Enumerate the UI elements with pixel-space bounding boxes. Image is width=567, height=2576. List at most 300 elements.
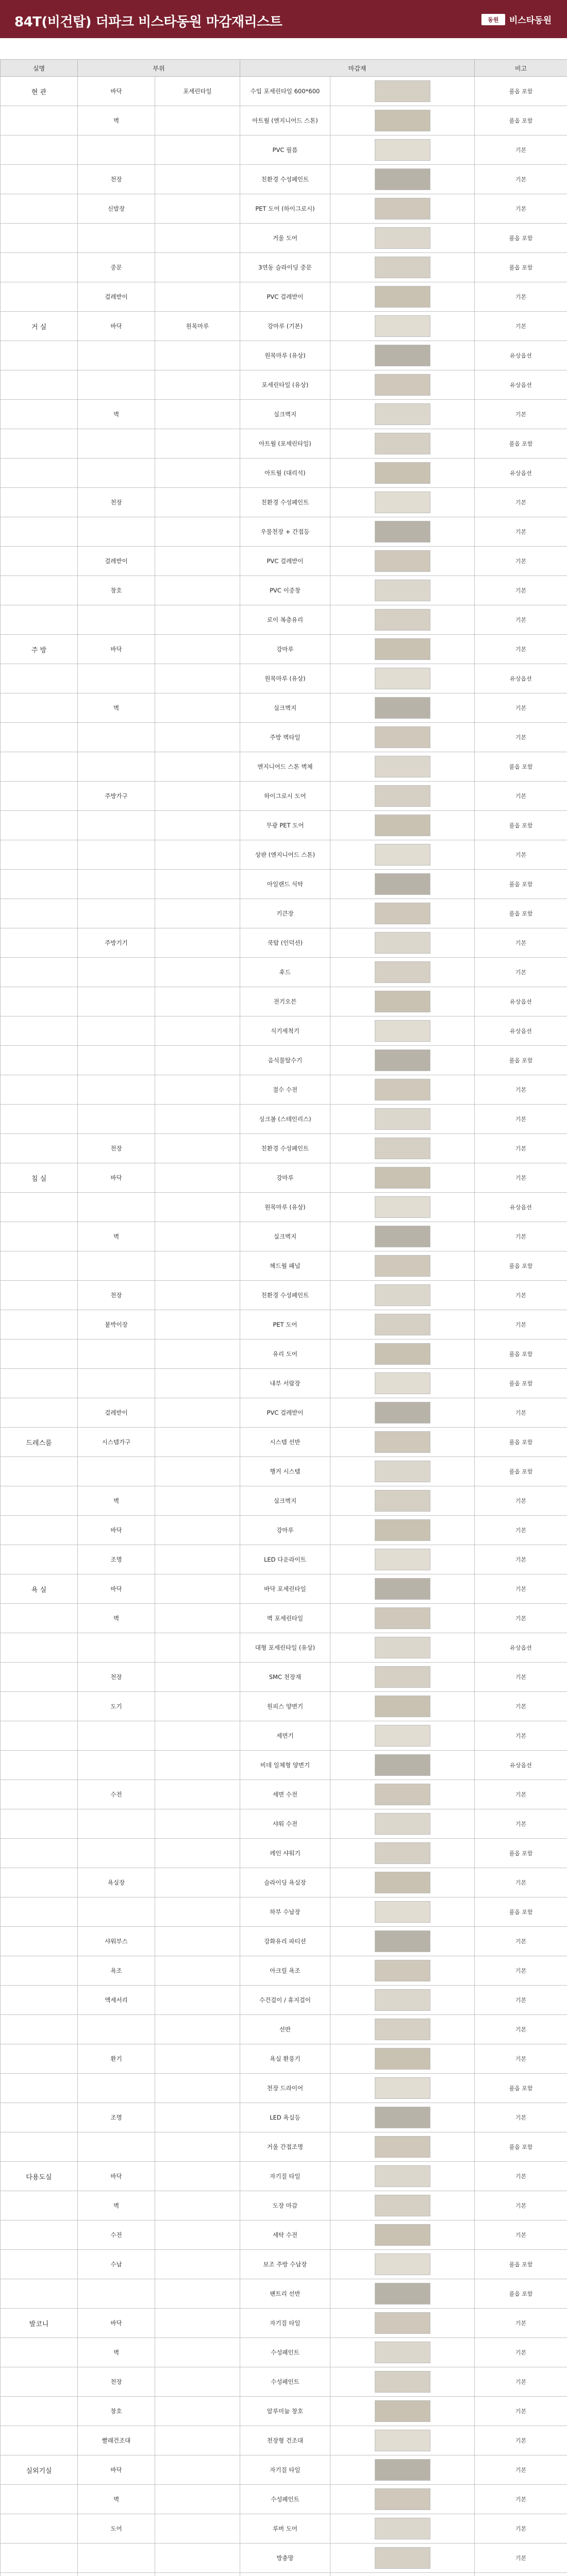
subpart-cell	[155, 958, 240, 987]
subpart-cell	[155, 752, 240, 782]
material-swatch-image	[375, 1930, 430, 1952]
material-cell: 친환경 수성페인트	[240, 165, 330, 194]
table-row	[1, 1897, 567, 1927]
room-cell	[1, 1751, 78, 1780]
material-cell: 키큰장	[240, 899, 330, 928]
note-cell: 기본	[475, 517, 567, 547]
part-cell	[78, 429, 155, 459]
note-cell: 기본	[475, 2103, 567, 2132]
material-image-cell	[330, 2309, 475, 2338]
note-cell: 기본	[475, 1721, 567, 1751]
subpart-cell	[155, 987, 240, 1016]
table-row	[1, 1134, 567, 1163]
table-row	[1, 1046, 567, 1075]
material-swatch-image	[375, 2488, 430, 2510]
table-row	[1, 459, 567, 488]
material-swatch-image	[375, 1020, 430, 1042]
subpart-cell	[155, 253, 240, 282]
material-image-cell	[330, 1692, 475, 1721]
part-cell	[78, 1340, 155, 1369]
material-cell: 음식물탈수기	[240, 1046, 330, 1075]
material-swatch-image	[375, 492, 430, 513]
part-cell	[78, 1751, 155, 1780]
note-cell: 풀옵 포함	[475, 2132, 567, 2162]
table-row	[1, 1574, 567, 1604]
part-cell	[78, 752, 155, 782]
part-cell	[78, 1075, 155, 1105]
room-cell	[1, 2015, 78, 2044]
material-swatch-image	[375, 2547, 430, 2569]
subpart-cell: 포세린타일	[155, 77, 240, 106]
material-image-cell	[330, 605, 475, 635]
part-cell: 바닥	[78, 77, 155, 106]
note-cell: 유상옵션	[475, 1193, 567, 1222]
table-row	[1, 2015, 567, 2044]
material-cell: 천장형 건조대	[240, 2426, 330, 2455]
note-cell: 기본	[475, 1486, 567, 1516]
material-image-cell	[330, 2338, 475, 2367]
part-cell: 바닥	[78, 2309, 155, 2338]
material-cell: 알루미늄 창호	[240, 2397, 330, 2426]
part-cell: 벽	[78, 1486, 155, 1516]
room-cell	[1, 1281, 78, 1310]
table-row	[1, 693, 567, 723]
room-cell: 드레스룸	[1, 1428, 78, 1457]
note-cell: 기본	[475, 635, 567, 664]
room-cell	[1, 840, 78, 870]
material-image-cell	[330, 400, 475, 429]
material-cell: 대형 포세린타일 (유상)	[240, 1633, 330, 1663]
subpart-cell	[155, 1163, 240, 1193]
subpart-cell	[155, 1193, 240, 1222]
note-cell: 기본	[475, 2455, 567, 2485]
material-image-cell	[330, 1780, 475, 1809]
subpart-cell	[155, 1281, 240, 1310]
part-cell	[78, 840, 155, 870]
note-cell: 기본	[475, 782, 567, 811]
note-cell: 유상옵션	[475, 1751, 567, 1780]
note-cell: 기본	[475, 165, 567, 194]
subpart-cell	[155, 1868, 240, 1897]
subpart-cell	[155, 1398, 240, 1428]
subpart-cell	[155, 1075, 240, 1105]
table-row	[1, 312, 567, 341]
part-cell	[78, 1105, 155, 1134]
material-swatch-image	[375, 580, 430, 601]
room-cell	[1, 2397, 78, 2426]
material-image-cell	[330, 1457, 475, 1486]
note-cell: 기본	[475, 400, 567, 429]
material-swatch-image	[375, 2107, 430, 2128]
material-cell	[240, 2573, 330, 2576]
material-swatch-image	[375, 433, 430, 454]
part-cell: 벽	[78, 2191, 155, 2221]
room-cell	[1, 1633, 78, 1663]
material-image-cell	[330, 870, 475, 899]
material-image-cell	[330, 312, 475, 341]
subpart-cell	[155, 1633, 240, 1663]
subpart-cell	[155, 2015, 240, 2044]
material-cell: 팬트리 선반	[240, 2279, 330, 2309]
material-image-cell	[330, 1751, 475, 1780]
room-cell	[1, 1868, 78, 1897]
table-row	[1, 517, 567, 547]
note-cell: 유상옵션	[475, 1016, 567, 1046]
table-row	[1, 840, 567, 870]
room-cell	[1, 429, 78, 459]
note-cell: 풀옵 포함	[475, 1340, 567, 1369]
material-image-cell	[330, 2191, 475, 2221]
table-row	[1, 2426, 567, 2455]
subpart-cell	[155, 605, 240, 635]
material-image-cell	[330, 693, 475, 723]
room-cell	[1, 1310, 78, 1340]
material-image-cell	[330, 106, 475, 135]
material-cell: 세면 수전	[240, 1780, 330, 1809]
table-row	[1, 135, 567, 165]
room-cell	[1, 106, 78, 135]
subpart-cell	[155, 1016, 240, 1046]
table-row	[1, 1751, 567, 1780]
material-image-cell	[330, 576, 475, 605]
subpart-cell	[155, 224, 240, 253]
column-header-material: 마감재	[240, 60, 475, 77]
note-cell: 기본	[475, 576, 567, 605]
room-cell	[1, 2279, 78, 2309]
material-swatch-image	[375, 2342, 430, 2363]
material-cell: 수성페인트	[240, 2367, 330, 2397]
table-row	[1, 1604, 567, 1633]
material-cell: 실크벽지	[240, 1222, 330, 1251]
room-cell	[1, 2191, 78, 2221]
material-swatch-image	[375, 286, 430, 308]
room-cell	[1, 1193, 78, 1222]
subpart-cell	[155, 693, 240, 723]
note-cell: 기본	[475, 2309, 567, 2338]
room-cell	[1, 1105, 78, 1134]
table-row	[1, 1369, 567, 1398]
material-cell: LED 다운라이트	[240, 1545, 330, 1574]
material-cell: 후드	[240, 958, 330, 987]
material-swatch-image	[375, 257, 430, 278]
subpart-cell	[155, 899, 240, 928]
table-row	[1, 1692, 567, 1721]
room-cell: 거 실	[1, 312, 78, 341]
material-image-cell	[330, 370, 475, 400]
material-cell: 전기오븐	[240, 987, 330, 1016]
room-cell: 발코니	[1, 2309, 78, 2338]
subpart-cell	[155, 282, 240, 312]
part-cell: 걸레받이	[78, 282, 155, 312]
material-swatch-image	[375, 1108, 430, 1130]
part-cell: 벽	[78, 106, 155, 135]
table-row	[1, 1721, 567, 1751]
part-cell: 천장	[78, 165, 155, 194]
note-cell: 기본	[475, 1134, 567, 1163]
note-cell: 기본	[475, 2485, 567, 2514]
material-image-cell	[330, 1193, 475, 1222]
note-cell: 기본	[475, 1163, 567, 1193]
part-cell: 환기	[78, 2044, 155, 2074]
table-row	[1, 1486, 567, 1516]
room-cell	[1, 1516, 78, 1545]
part-cell	[78, 958, 155, 987]
material-image-cell	[330, 224, 475, 253]
part-cell	[78, 2544, 155, 2573]
room-cell	[1, 1251, 78, 1281]
material-swatch-image	[375, 1813, 430, 1835]
material-swatch-image	[375, 1255, 430, 1277]
material-cell: 강화유리 파티션	[240, 1927, 330, 1956]
material-swatch-image	[375, 1637, 430, 1658]
material-cell: PET 도어	[240, 1310, 330, 1340]
table-row	[1, 1222, 567, 1251]
part-cell	[78, 1839, 155, 1868]
page-title: 84T(비건탑) 더파크 비스타동원 마감재리스트	[14, 14, 282, 30]
material-cell: 하부 수납장	[240, 1897, 330, 1927]
subpart-cell	[155, 2191, 240, 2221]
material-swatch-image	[375, 2371, 430, 2393]
material-swatch-image	[375, 315, 430, 337]
table-row	[1, 2279, 567, 2309]
material-image-cell	[330, 135, 475, 165]
material-swatch-image	[375, 1138, 430, 1159]
table-row	[1, 605, 567, 635]
material-cell: 선반	[240, 2015, 330, 2044]
material-swatch-image	[375, 462, 430, 484]
material-swatch-image	[375, 80, 430, 102]
subpart-cell	[155, 928, 240, 958]
room-cell: 침 실	[1, 1163, 78, 1193]
subpart-cell	[155, 2309, 240, 2338]
part-cell	[78, 1016, 155, 1046]
room-cell	[1, 987, 78, 1016]
part-cell: 바닥	[78, 1574, 155, 1604]
material-swatch-image	[375, 756, 430, 777]
material-image-cell	[330, 253, 475, 282]
note-cell: 기본	[475, 2367, 567, 2397]
part-cell: 벽	[78, 1604, 155, 1633]
part-cell: 바닥	[78, 312, 155, 341]
table-row	[1, 928, 567, 958]
note-cell: 기본	[475, 2514, 567, 2544]
material-cell: 벽 포세린타일	[240, 1604, 330, 1633]
subpart-cell	[155, 1692, 240, 1721]
material-swatch-image	[375, 1314, 430, 1335]
note-cell: 기본	[475, 1545, 567, 1574]
material-cell: 절수 수전	[240, 1075, 330, 1105]
material-cell: 세탁 수전	[240, 2221, 330, 2250]
part-cell: 시스템가구	[78, 1428, 155, 1457]
column-header-note: 비고	[475, 60, 567, 77]
room-cell	[1, 1604, 78, 1633]
note-cell: 풀옵 포함	[475, 224, 567, 253]
room-cell	[1, 605, 78, 635]
note-cell: 기본	[475, 2044, 567, 2074]
material-swatch-image	[375, 1607, 430, 1629]
table-row	[1, 1398, 567, 1428]
material-image-cell	[330, 1868, 475, 1897]
table-row	[1, 2044, 567, 2074]
material-swatch-image	[375, 198, 430, 219]
material-cell: 레인 샤워기	[240, 1839, 330, 1868]
material-image-cell	[330, 899, 475, 928]
brand	[481, 13, 552, 26]
material-cell: 실크벽지	[240, 400, 330, 429]
room-cell: 다용도실	[1, 2162, 78, 2191]
material-swatch-image	[375, 2165, 430, 2187]
room-cell	[1, 1222, 78, 1251]
room-cell	[1, 282, 78, 312]
note-cell: 기본	[475, 1516, 567, 1545]
material-swatch-image	[375, 2048, 430, 2070]
material-swatch-image	[375, 1167, 430, 1189]
material-image-cell	[330, 1927, 475, 1956]
table-row	[1, 2074, 567, 2103]
table-row	[1, 341, 567, 370]
part-cell: 욕실장	[78, 1868, 155, 1897]
material-cell: 강마루	[240, 635, 330, 664]
material-image-cell	[330, 547, 475, 576]
room-cell	[1, 2132, 78, 2162]
room-cell	[1, 1457, 78, 1486]
note-cell: 기본	[475, 2015, 567, 2044]
room-cell	[1, 782, 78, 811]
subpart-cell	[155, 811, 240, 840]
part-cell: 벽	[78, 2338, 155, 2367]
table-row	[1, 1251, 567, 1281]
room-cell	[1, 1340, 78, 1369]
room-cell	[1, 2221, 78, 2250]
material-swatch-image	[375, 1666, 430, 1688]
subpart-cell	[155, 2397, 240, 2426]
table-body	[1, 77, 567, 2576]
room-cell	[1, 2103, 78, 2132]
room-cell	[1, 811, 78, 840]
subpart-cell	[155, 1839, 240, 1868]
material-image-cell	[330, 1134, 475, 1163]
material-swatch-image	[375, 1490, 430, 1512]
part-cell: 수전	[78, 1780, 155, 1809]
material-swatch-image	[375, 1872, 430, 1893]
room-cell	[1, 2573, 78, 2576]
material-swatch-image	[375, 2195, 430, 2216]
subpart-cell	[155, 1780, 240, 1809]
room-cell	[1, 1369, 78, 1398]
table-row	[1, 1839, 567, 1868]
material-swatch-image	[375, 1372, 430, 1394]
part-cell	[78, 723, 155, 752]
part-cell: 조명	[78, 1545, 155, 1574]
material-image-cell	[330, 2074, 475, 2103]
material-image-cell	[330, 2573, 475, 2576]
material-swatch-image	[375, 1725, 430, 1747]
material-image-cell	[330, 2455, 475, 2485]
note-cell: 풀옵 포함	[475, 899, 567, 928]
part-cell: 바닥	[78, 2162, 155, 2191]
note-cell: 기본	[475, 282, 567, 312]
material-cell: 엔지니어드 스톤 벽체	[240, 752, 330, 782]
table-row	[1, 1780, 567, 1809]
note-cell: 기본	[475, 958, 567, 987]
material-cell: 상판 (엔지니어드 스톤)	[240, 840, 330, 870]
room-cell	[1, 2544, 78, 2573]
material-cell: 수입 포세린타일 600*600	[240, 77, 330, 106]
room-cell	[1, 2250, 78, 2279]
table-row	[1, 429, 567, 459]
part-cell: 수납	[78, 2250, 155, 2279]
column-header-part: 부위	[78, 60, 240, 77]
part-cell	[78, 1897, 155, 1927]
subpart-cell	[155, 1340, 240, 1369]
material-image-cell	[330, 429, 475, 459]
material-image-cell	[330, 2044, 475, 2074]
part-cell	[78, 1369, 155, 1398]
material-image-cell	[330, 1545, 475, 1574]
material-image-cell	[330, 1516, 475, 1545]
room-cell	[1, 1398, 78, 1428]
note-cell: 기본	[475, 1986, 567, 2015]
material-image-cell	[330, 1663, 475, 1692]
subpart-cell	[155, 106, 240, 135]
material-image-cell	[330, 2250, 475, 2279]
part-cell	[78, 1046, 155, 1075]
material-image-cell	[330, 1809, 475, 1839]
subpart-cell	[155, 782, 240, 811]
part-cell: 도어	[78, 2514, 155, 2544]
material-cell: 슬라이딩 욕실장	[240, 1868, 330, 1897]
subpart-cell	[155, 2162, 240, 2191]
part-cell	[78, 2573, 155, 2576]
room-cell	[1, 2367, 78, 2397]
material-image-cell	[330, 1839, 475, 1868]
note-cell: 풀옵 포함	[475, 1428, 567, 1457]
material-cell: 아일랜드 식탁	[240, 870, 330, 899]
part-cell: 벽	[78, 400, 155, 429]
room-cell	[1, 576, 78, 605]
subpart-cell	[155, 1428, 240, 1457]
brand-name: 비스타동원	[509, 15, 552, 26]
note-cell	[475, 2573, 567, 2576]
part-cell: 샤워부스	[78, 1927, 155, 1956]
material-swatch-image	[375, 1578, 430, 1600]
subpart-cell	[155, 341, 240, 370]
material-cell: 싱크볼 (스테인리스)	[240, 1105, 330, 1134]
material-image-cell	[330, 2544, 475, 2573]
page-header	[0, 0, 567, 38]
note-cell: 풀옵 포함	[475, 77, 567, 106]
table-row	[1, 1016, 567, 1046]
material-swatch-image	[375, 1842, 430, 1864]
part-cell: 천장	[78, 2367, 155, 2397]
material-cell: 무광 PET 도어	[240, 811, 330, 840]
note-cell: 기본	[475, 2191, 567, 2221]
note-cell: 기본	[475, 1105, 567, 1134]
subpart-cell	[155, 1105, 240, 1134]
note-cell: 풀옵 포함	[475, 1369, 567, 1398]
room-cell	[1, 547, 78, 576]
material-image-cell	[330, 987, 475, 1016]
part-cell: 중문	[78, 253, 155, 282]
room-cell	[1, 2426, 78, 2455]
table-row	[1, 2397, 567, 2426]
part-cell: 바닥	[78, 635, 155, 664]
note-cell: 기본	[475, 693, 567, 723]
material-image-cell	[330, 517, 475, 547]
material-swatch-image	[375, 2400, 430, 2422]
material-image-cell	[330, 1721, 475, 1751]
part-cell	[78, 135, 155, 165]
